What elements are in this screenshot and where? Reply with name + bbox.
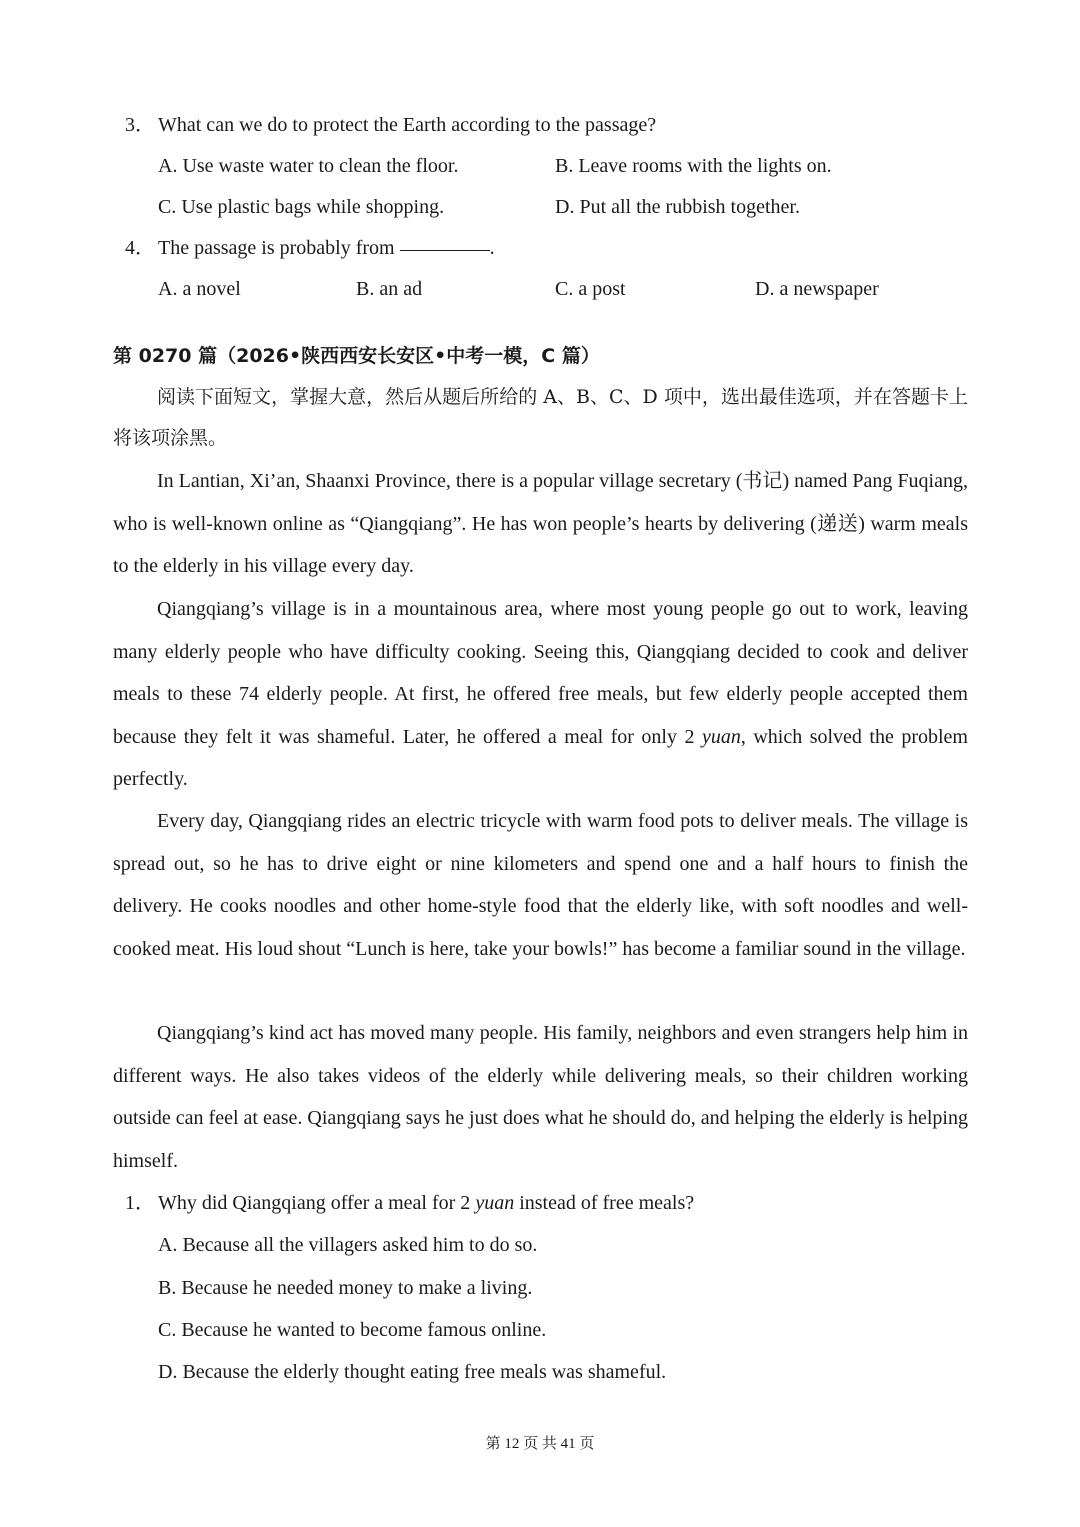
passage-paragraph: In Lantian, Xi’an, Shaanxi Province, there is a popular village secretary (书记) named Pang Fuqiang, who is well-known online as “Qiangqiang”. He has won people’s hearts by delivering (递送) warm meals to the elderly in his village every day. — [113, 470, 968, 577]
page-footer: 第 12 页 共 41 页 — [485, 1436, 595, 1452]
option-c: C. a post — [555, 278, 626, 300]
option-b: B. Leave rooms with the lights on. — [555, 155, 832, 177]
section-title: 第 0270 篇（2026•陕西西安长安区•中考一模，C 篇） — [113, 345, 600, 367]
passage-paragraph: Every day, Qiangqiang rides an electric tricycle with warm food pots to deliver meals. The village is spread out, so he has to drive eight or nine kilometers and spend one and a half hours to finish the delivery. He cooks noodles and other home-style food that the elderly like, with soft noodles and well-cooked meat. His loud shout “Lunch is here, take your bowls!” has become a familiar sound in the village. — [113, 810, 968, 960]
option-b: B. Because he needed money to make a living. — [158, 1277, 533, 1299]
question-text: What can we do to protect the Earth according to the passage? — [158, 114, 657, 136]
option-c: C. Use plastic bags while shopping. — [158, 196, 445, 218]
option-b: B. an ad — [356, 278, 423, 300]
question-text: Why did Qiangqiang offer a meal for 2 yuan instead of free meals? — [158, 1192, 695, 1214]
answer-blank — [400, 250, 490, 251]
question-text-main: The passage is probably from — [158, 237, 395, 259]
question-number: 3． — [125, 114, 155, 136]
instructions: 阅读下面短文，掌握大意，然后从题后所给的 A、B、C、D 项中，选出最佳选项，并在答题卡上将该项涂黑。 — [113, 386, 968, 449]
option-d: D. Because the elderly thought eating free meals was shameful. — [158, 1361, 667, 1383]
question-text — [158, 238, 495, 258]
option-a: A. a novel — [158, 278, 241, 300]
option-a: A. Because all the villagers asked him to do so. — [158, 1234, 538, 1256]
option-d: D. Put all the rubbish together. — [555, 196, 800, 218]
passage-paragraph: Qiangqiang’s kind act has moved many people. His family, neighbors and even strangers help him in different ways. He also takes videos of the elderly while delivering meals, so their children working outside can feel at ease. Qiangqiang says he just does what he should do, and helping the elderly is helping himself. — [113, 1022, 968, 1172]
option-a: A. Use waste water to clean the floor. — [158, 155, 459, 177]
question-text-end: . — [489, 237, 495, 259]
option-c: C. Because he wanted to become famous online. — [158, 1319, 547, 1341]
passage-paragraph: Qiangqiang’s village is in a mountainous area, where most young people go out to work, leaving many elderly people who have difficulty cooking. Seeing this, Qiangqiang decided to cook and deliver meals to these 74 elderly people. At first, he offered free meals, but few elderly people accepted them because they felt it was shameful. Later, he offered a meal for only 2 yuan, which solved the problem perfectly. — [113, 598, 968, 790]
option-d: D. a newspaper — [755, 278, 879, 300]
question-number: 1． — [125, 1192, 155, 1214]
question-number: 4． — [125, 237, 155, 259]
